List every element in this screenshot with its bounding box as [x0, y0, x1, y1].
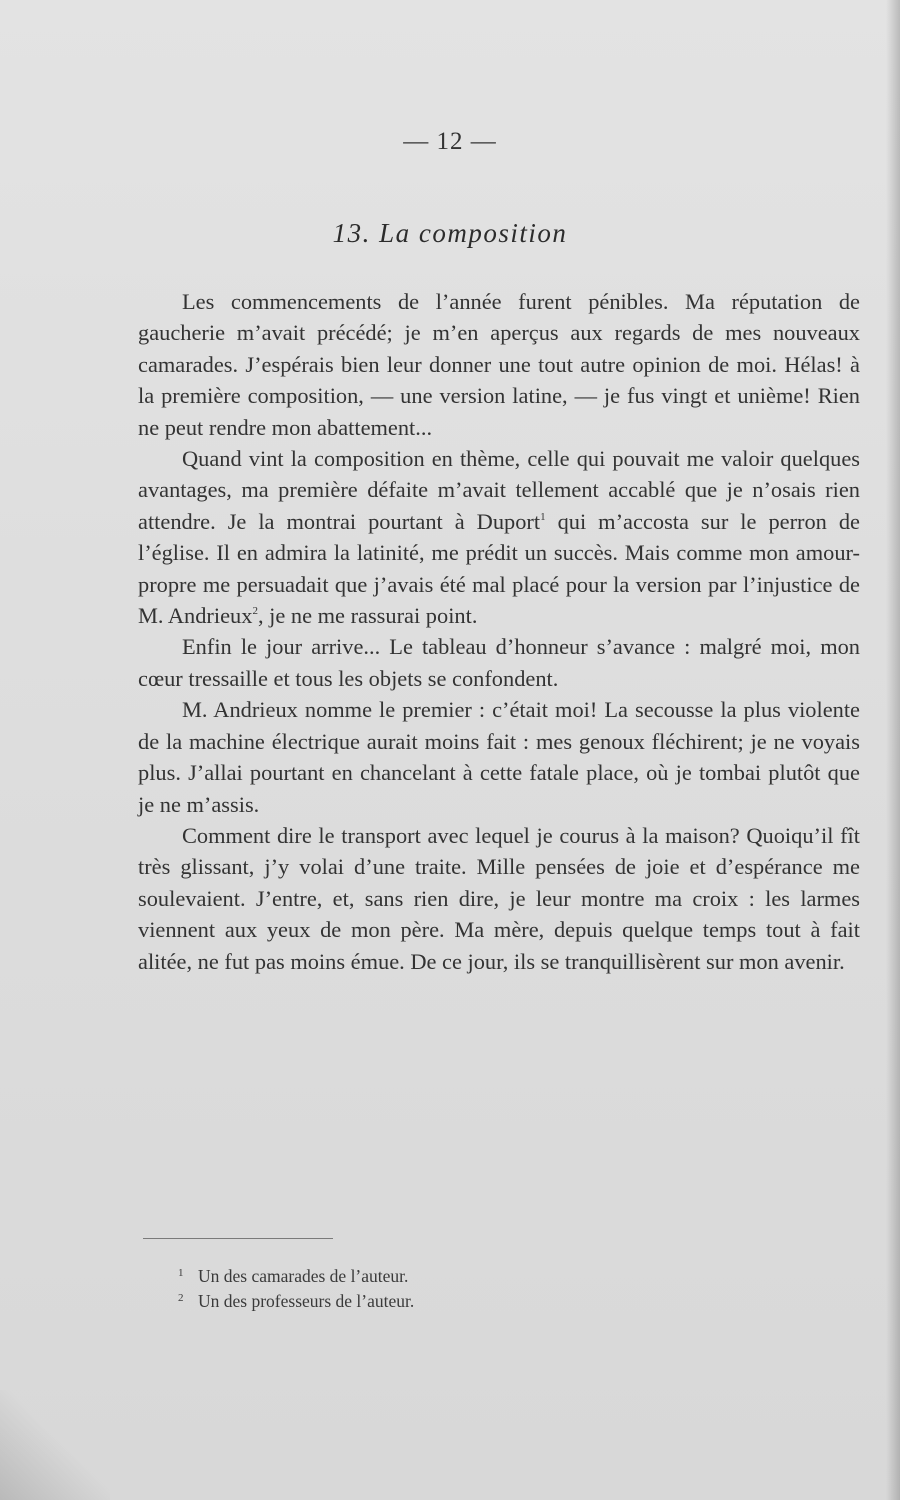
- body-text: [138, 286, 860, 977]
- paragraph-2: [138, 443, 860, 631]
- paragraph-1: Les commencements de l’année furent pénibles. Ma réputation de gaucherie m’avait précédé; je m’en aperçus aux regards de mes nouveaux camarades. J’espérais bien leur donner une tout autre opinion de moi. Hélas! à la première composition, — une version latine, — je fus vingt et unième! Rien ne peut rendre mon abattement...: [138, 289, 860, 440]
- paragraph-5: Comment dire le transport avec lequel je courus à la maison? Quoiqu’il fît très glissant, j’y volai d’une traite. Mille pensées de joie et d’espérance me soulevaient. J’entre, et, sans rien dire, je leur montre ma croix : les larmes viennent aux yeux de mon père. Ma mère, depuis quelque temps tout à fait alitée, ne fut pas moins émue. De ce jour, ils se tranquillisèrent sur mon avenir.: [138, 822, 860, 974]
- footnote-2: 2 Un des professeurs de l’auteur.: [178, 1291, 415, 1311]
- chapter-title: 13. La composition: [332, 218, 568, 248]
- footnote-divider: [143, 1238, 333, 1239]
- footnote-ref-2: 2: [252, 605, 258, 618]
- footnote-1: 1 Un des camarades de l’auteur.: [178, 1266, 409, 1286]
- paragraph-4: M. Andrieux nomme le premier : c’était moi! La secousse la plus violente de la machine électrique aurait moins fait : mes genoux fléchirent; je ne voyais plus. J’allai pourtant en chancelant à cette fatale place, où je tombai plutôt que je ne m’assis.: [138, 697, 860, 817]
- page-number: — 12 —: [403, 128, 497, 155]
- footnotes: [178, 1264, 678, 1314]
- footnote-1-text: Un des camarades de l’auteur.: [198, 1266, 409, 1286]
- paragraph-2-part-2: qui m’accosta sur le perron de l’église. Il en admira la latinité, me prédit un succès. Mais comme mon amour-propre me persuadait que j’avais été mal placé pour la version par l’injustice de M. Andrieux: [138, 508, 860, 629]
- footnote-2-text: Un des professeurs de l’auteur.: [198, 1291, 415, 1311]
- footnote-ref-1: 1: [540, 510, 546, 523]
- paragraph-2-part-3: , je ne me rassurai point.: [257, 603, 478, 629]
- page-corner-shadow: [0, 1390, 110, 1500]
- paragraph-2-part-1: Quand vint la composition en thème, celle qui pouvait me valoir quelques avantages, ma première défaite m’avait tellement accablé que je n’osais rien attendre. Je la montrai pourtant à Duport: [138, 446, 860, 534]
- paragraph-3: Enfin le jour arrive... Le tableau d’honneur s’avance : malgré moi, mon cœur tressaille et tous les objets se confondent.: [138, 634, 860, 691]
